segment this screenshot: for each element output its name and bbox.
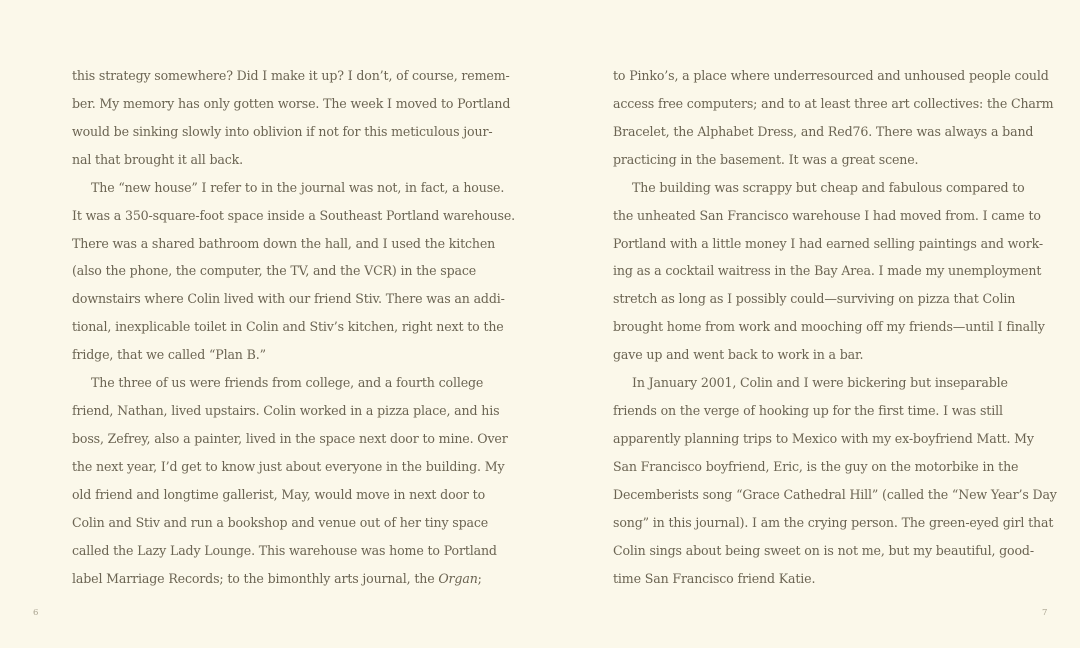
text-line: apparently planning trips to Mexico with my ex-boyfriend Matt. My [613, 430, 1034, 446]
text-segment: label Marriage Records; to the bimonthly arts journal, the [72, 570, 439, 586]
text-line: It was a 350-square-foot space inside a Southeast Portland warehouse. [72, 207, 516, 223]
text-line: The “new house” I refer to in the journal was not, in fact, a house. [91, 179, 505, 195]
text-line: stretch as long as I possibly could—surviving on pizza that Colin [613, 291, 1016, 307]
text-line: nal that brought it all back. [72, 151, 243, 167]
text-line: Decemberists song “Grace Cathedral Hill” (called the “New Year’s Day [613, 486, 1057, 502]
left-page-number: 6 [33, 608, 39, 618]
text-line: friends on the verge of hooking up for the first time. I was still [613, 403, 1003, 419]
text-line: San Francisco boyfriend, Eric, is the guy on the motorbike in the [613, 458, 1019, 474]
text-line: boss, Zefrey, also a painter, lived in the space next door to mine. Over [72, 430, 508, 446]
text-segment: ; [477, 570, 482, 586]
text-line: (also the phone, the computer, the TV, and the VCR) in the space [72, 263, 477, 279]
text-line: downstairs where Colin lived with our friend Stiv. There was an addi- [72, 291, 505, 307]
text-line: time San Francisco friend Katie. [613, 570, 816, 586]
text-line: brought home from work and mooching off my friends—until I finally [613, 319, 1045, 335]
text-line: The three of us were friends from college, and a fourth college [91, 375, 484, 391]
left-page-text [72, 62, 515, 593]
text-line: tional, inexplicable toilet in Colin and Stiv’s kitchen, right next to the [72, 319, 504, 335]
text-line: the unheated San Francisco warehouse I had moved from. I came to [613, 207, 1041, 223]
right-page [540, 0, 1080, 648]
text-line: practicing in the basement. It was a great scene. [613, 151, 919, 167]
text-line: fridge, that we called “Plan B.” [72, 347, 266, 363]
text-line: gave up and went back to work in a bar. [613, 347, 864, 363]
text-line: The building was scrappy but cheap and fabulous compared to [632, 179, 1025, 195]
right-page-number: 7 [1042, 608, 1048, 618]
text-line [72, 565, 515, 593]
text-line: Colin and Stiv and run a bookshop and venue out of her tiny space [72, 514, 489, 530]
text-line: old friend and longtime gallerist, May, would move in next door to [72, 486, 485, 502]
text-line: would be sinking slowly into oblivion if not for this meticulous jour- [72, 123, 493, 139]
right-page-text [613, 62, 1057, 593]
text-line: called the Lazy Lady Lounge. This warehouse was home to Portland [72, 542, 497, 558]
text-line: Portland with a little money I had earned selling paintings and work- [613, 235, 1043, 251]
text-line: access free computers; and to at least three art collectives: the Charm [613, 95, 1054, 111]
text-line: to Pinko’s, a place where underresourced and unhoused people could [613, 68, 1049, 83]
text-line: friend, Nathan, lived upstairs. Colin worked in a pizza place, and his [72, 403, 500, 419]
text-line: Bracelet, the Alphabet Dress, and Red76. There was always a band [613, 123, 1034, 139]
text-line: There was a shared bathroom down the hall, and I used the kitchen [72, 235, 496, 251]
text-line: ing as a cocktail waitress in the Bay Area. I made my unemployment [613, 263, 1042, 279]
text-line: song” in this journal). I am the crying person. The green-eyed girl that [613, 514, 1054, 530]
text-line: this strategy somewhere? Did I make it up? I don’t, of course, remem- [72, 68, 510, 83]
text-line: In January 2001, Colin and I were bickering but inseparable [632, 375, 1008, 391]
text-line: Colin sings about being sweet on is not me, but my beautiful, good- [613, 542, 1034, 558]
text-line: ber. My memory has only gotten worse. The week I moved to Portland [72, 95, 511, 111]
italic-title: Organ [438, 570, 478, 586]
text-line: the next year, I’d get to know just about everyone in the building. My [72, 458, 505, 474]
